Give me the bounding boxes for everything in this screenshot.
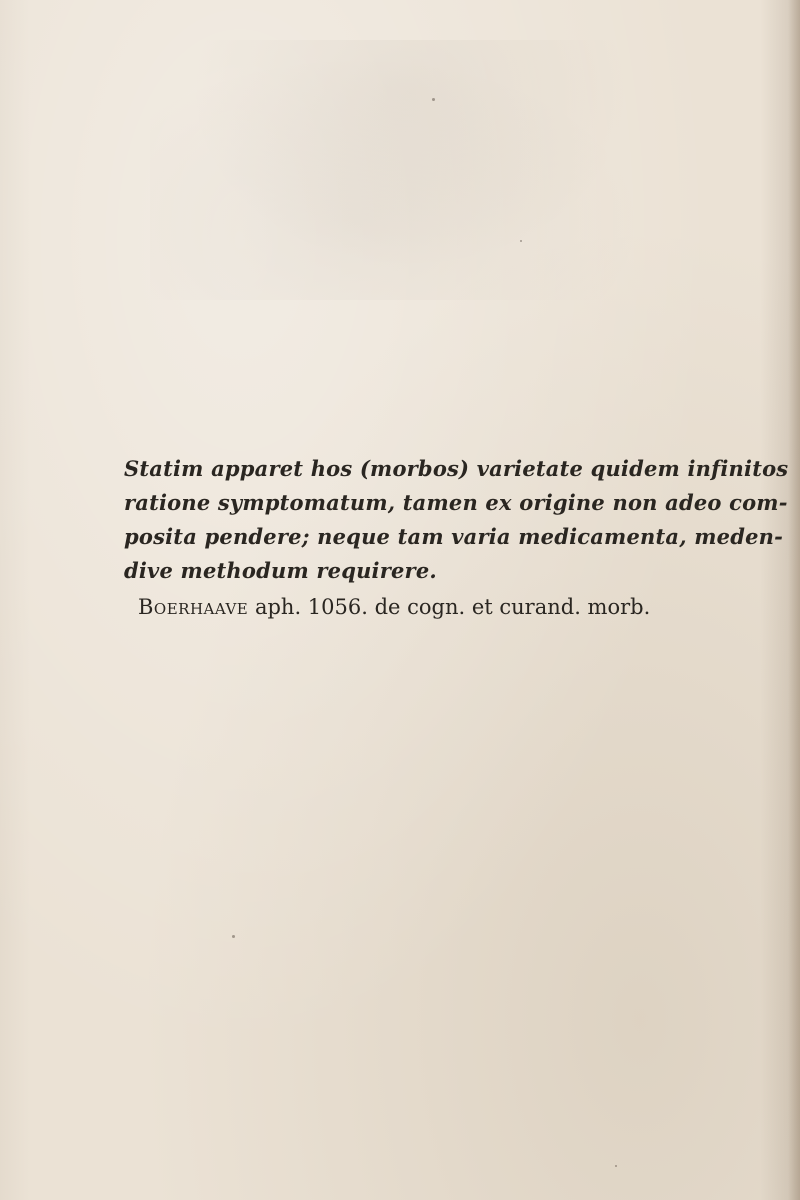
epigraph-quote (124, 452, 789, 588)
paper-speck (520, 240, 522, 242)
quote-line: Statim apparet hos (morbos) varietate quidem infinitos (124, 456, 789, 481)
quote-line: ratione symptomatum, tamen ex origine non adeo com- (124, 490, 788, 515)
paper-speck (615, 1165, 617, 1167)
paper-edge-shadow (788, 0, 800, 1200)
citation-reference: aph. 1056. de cogn. et curand. morb. (254, 595, 651, 619)
citation-author: Boerhaave (138, 595, 249, 619)
quote-line: dive methodum requirere. (124, 558, 437, 583)
paper-speck (432, 98, 435, 101)
epigraph-citation (138, 590, 778, 624)
quote-line: posita pendere; neque tam varia medicamenta, meden- (124, 524, 784, 549)
paper-speck (232, 935, 235, 938)
paper-show-through (150, 40, 670, 300)
